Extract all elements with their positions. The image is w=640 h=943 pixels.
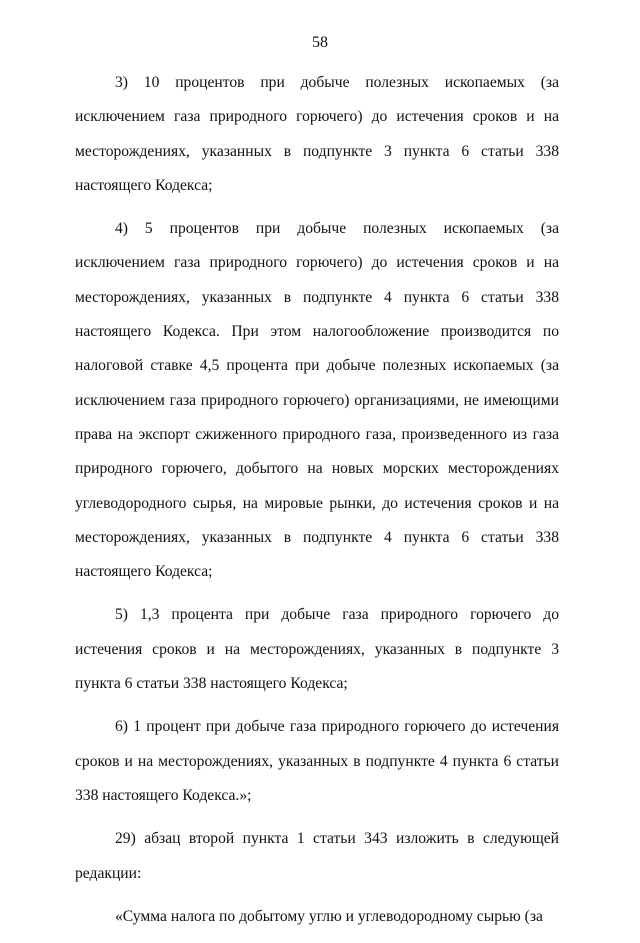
paragraph-item-3: 3) 10 процентов при добыче полезных ископаемых (за исключением газа природного горючего) до истечения сроков и на месторождениях, указанных в подпункте 3 пункта 6 статьи 338 настоящего Кодекса; bbox=[75, 74, 559, 194]
paragraph-quoted-text: «Сумма налога по добытому углю и углеводородному сырью (за bbox=[115, 907, 543, 925]
paragraph-item-6: 6) 1 процент при добыче газа природного горючего до истечения сроков и на месторождениях, указанных в подпункте 4 пункта 6 статьи 338 настоящего Кодекса.»; bbox=[75, 718, 559, 804]
document-body bbox=[75, 66, 559, 943]
paragraph-item-5: 5) 1,3 процента при добыче газа природного горючего до истечения сроков и на месторождениях, указанных в подпункте 3 пункта 6 статьи 338 настоящего Кодекса; bbox=[75, 606, 559, 693]
page-number: 58 bbox=[312, 34, 328, 51]
paragraph-item-4: 4) 5 процентов при добыче полезных ископаемых (за исключением газа природного горючего) до истечения сроков и на месторождениях, указанных в подпункте 4 пункта 6 статьи 338 настоящего Кодекса. При этом налогообложение производится по налоговой ставке 4,5 процента при добыче полезных ископаемых (за исключением газа природного горючего) организациями, не имеющими права на экспорт сжиженного природного газа, произведенного из газа природного горючего, добытого на новых морских месторождениях углеводородного сырья, на мировые рынки, до истечения сроков и на месторождениях, указанных в подпункте 4 пункта 6 статьи 338 настоящего Кодекса; bbox=[75, 220, 559, 581]
paragraph-amendment-29: 29) абзац второй пункта 1 статьи 343 изложить в следующей редакции: bbox=[75, 830, 559, 882]
